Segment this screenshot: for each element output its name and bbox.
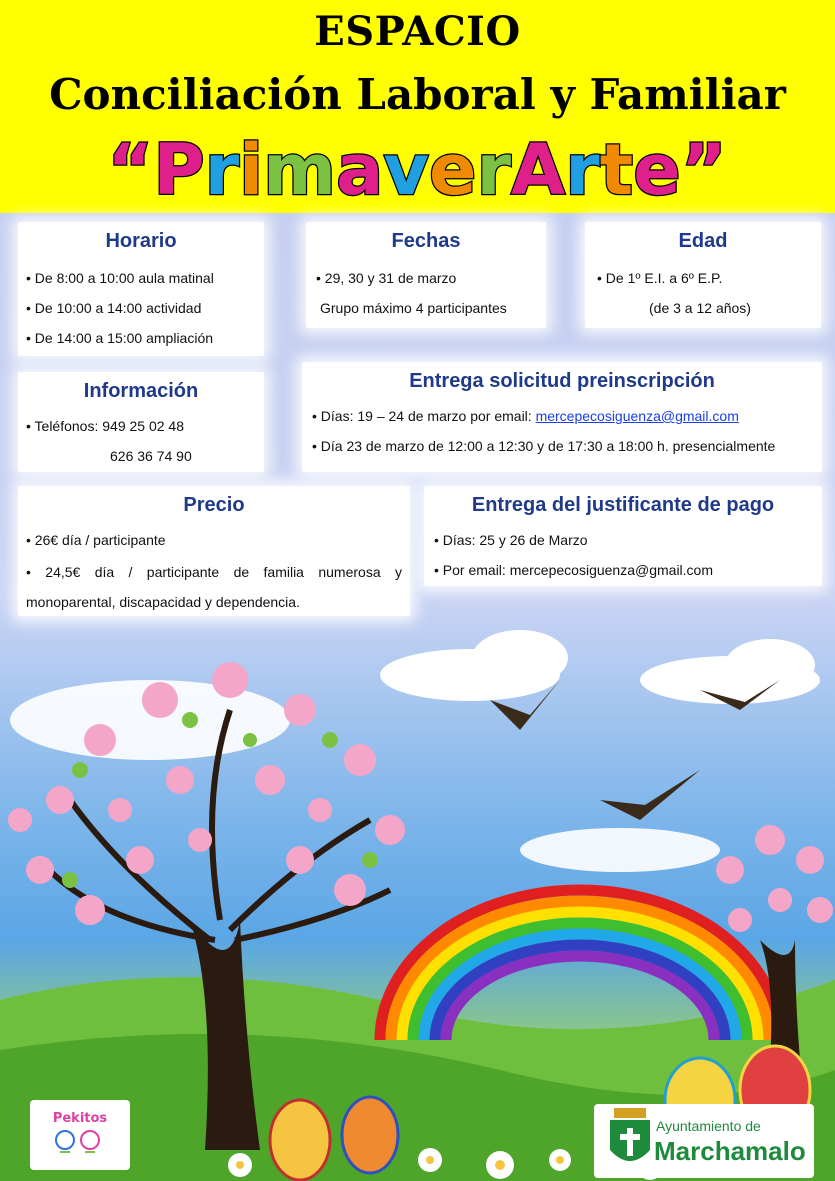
horario-item: • De 14:00 a 15:00 ampliación (26, 330, 214, 346)
pekitos-logo (30, 1100, 130, 1170)
primaverarte-text: “PrimaverArte” (107, 129, 727, 208)
edad-box (585, 222, 821, 328)
precio-item: monoparental, discapacidad y dependencia. (26, 594, 300, 610)
horario-box (18, 222, 264, 356)
coat-of-arms-icon (600, 1104, 660, 1178)
precio-item: • 26€ día / participante (26, 532, 166, 548)
horario-item: • De 10:00 a 14:00 actividad (26, 300, 202, 316)
header-title-espacio: ESPACIO (314, 8, 521, 55)
header-title-primaverarte (0, 128, 835, 208)
entrega-solicitud-title: Entrega solicitud preinscripción (409, 370, 715, 392)
edad-item: (de 3 a 12 años) (649, 300, 751, 316)
entrega-solicitud-line (312, 408, 739, 424)
entrega-solicitud-dates: • Días: 19 – 24 de marzo por email: (312, 408, 536, 424)
fechas-title: Fechas (391, 230, 461, 252)
informacion-box (18, 372, 264, 472)
fechas-item: • 29, 30 y 31 de marzo (316, 270, 457, 286)
email-link[interactable]: mercepecosiguenza@gmail.com (535, 408, 739, 424)
entrega-solicitud-box (302, 362, 822, 472)
svg-text:Pekitos: Pekitos (52, 1111, 108, 1126)
horario-title: Horario (105, 230, 177, 252)
justificante-box (424, 486, 822, 586)
precio-title: Precio (183, 494, 245, 516)
spring-scene-illustration (0, 620, 835, 1181)
header-title-conciliacion: Conciliación Laboral y Familiar (49, 70, 786, 119)
entrega-solicitud-line: • Día 23 de marzo de 12:00 a 12:30 y de 17:30 a 18:00 h. presencialmente (312, 438, 776, 454)
informacion-phone: • Teléfonos: 949 25 02 48 (26, 418, 184, 434)
precio-box (18, 486, 410, 616)
marchamalo-label: Marchamalo (654, 1136, 806, 1166)
header (0, 0, 835, 213)
ayuntamiento-marchamalo-logo (594, 1104, 814, 1178)
informacion-title: Información (83, 380, 199, 402)
edad-title: Edad (678, 230, 728, 252)
horario-item: • De 8:00 a 10:00 aula matinal (26, 270, 214, 286)
fechas-item: Grupo máximo 4 participantes (320, 300, 507, 316)
fechas-box (306, 222, 546, 328)
precio-item: • 24,5€ día / participante de familia numerosa y (26, 564, 402, 580)
edad-item: • De 1º E.I. a 6º E.P. (597, 270, 723, 286)
ayuntamiento-label: Ayuntamiento de (656, 1118, 761, 1134)
justificante-title: Entrega del justificante de pago (471, 494, 775, 516)
informacion-phone: 626 36 74 90 (110, 448, 192, 464)
justificante-item: • Días: 25 y 26 de Marzo (434, 532, 588, 548)
justificante-item: • Por email: mercepecosiguenza@gmail.com (434, 562, 714, 578)
